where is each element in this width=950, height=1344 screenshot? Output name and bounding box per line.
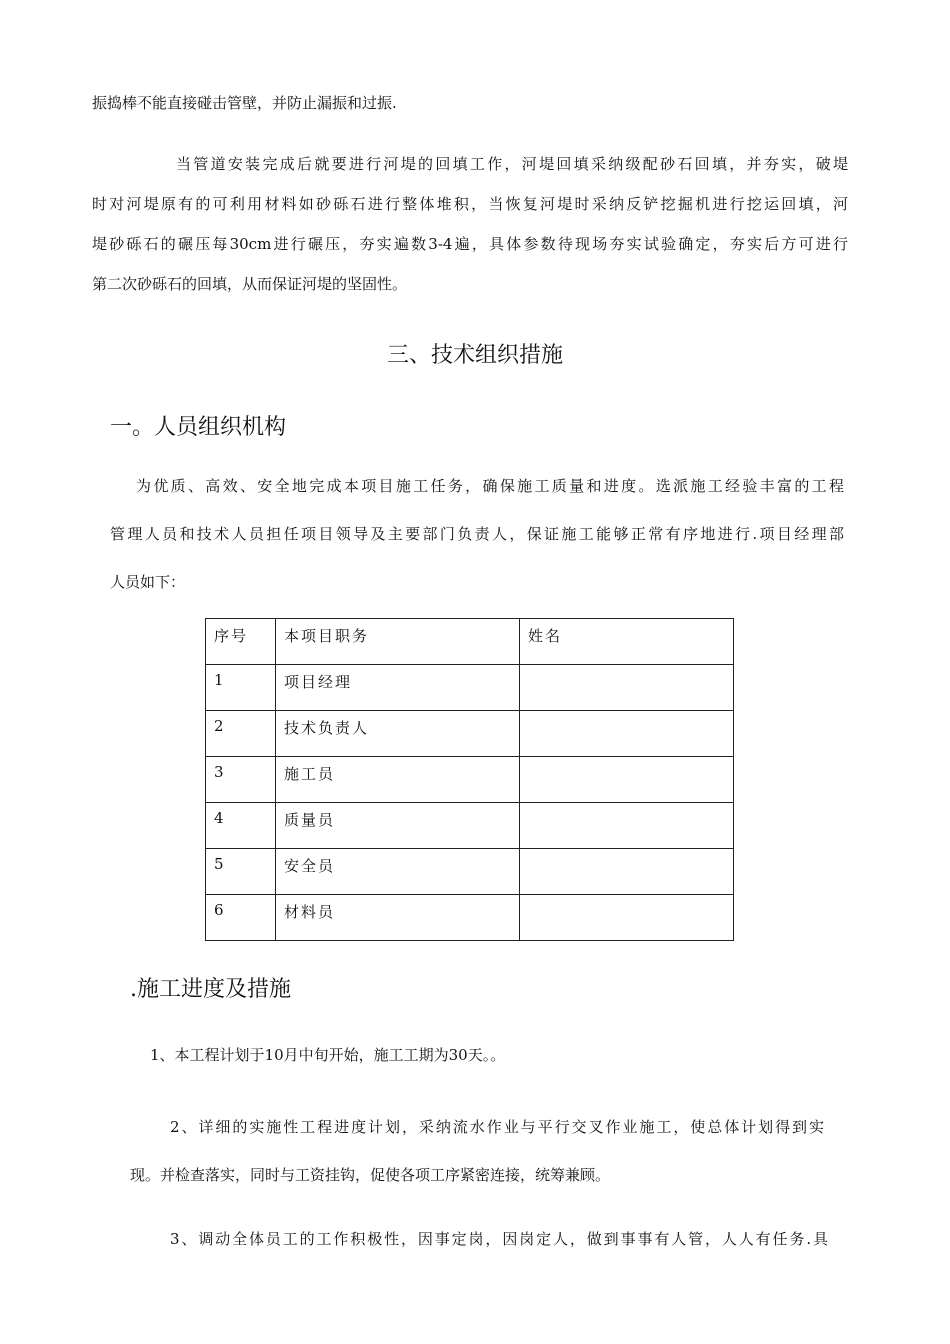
header-cell-name: 姓名 xyxy=(520,619,734,665)
section-title: 三、技术组织措施 xyxy=(386,343,563,368)
subsection-heading: 一。人员组织机构 xyxy=(110,415,287,440)
cell-name xyxy=(520,711,734,757)
paragraph-line: 第二次砂砾石的回填，从而保证河堤的坚固性。 xyxy=(92,275,408,293)
cell-role: 施工员 xyxy=(276,757,520,803)
list-item: 3、调动全体员工的工作积极性，因事定岗，因岗定人，做到事事有人管，人人有任务.具 xyxy=(170,1230,828,1248)
cell-name xyxy=(520,757,734,803)
cell-name xyxy=(520,849,734,895)
table-row xyxy=(206,895,734,941)
cell-name xyxy=(520,895,734,941)
table-row xyxy=(206,665,734,711)
cell-role: 技术负责人 xyxy=(276,711,520,757)
paragraph-line: 振捣棒不能直接碰击管壁，并防止漏振和过振. xyxy=(92,94,397,112)
cell-no: 2 xyxy=(206,711,276,757)
paragraph-line: 现。并检查落实，同时与工资挂钩，促使各项工序紧密连接，统筹兼顾。 xyxy=(130,1166,611,1184)
paragraph-line: 人员如下： xyxy=(110,573,186,591)
cell-no: 6 xyxy=(206,895,276,941)
cell-name xyxy=(520,665,734,711)
table-row xyxy=(206,711,734,757)
paragraph-line: 2、详细的实施性工程进度计划，采纳流水作业与平行交叉作业施工，使总体计划得到实 xyxy=(170,1118,824,1136)
cell-role: 材料员 xyxy=(276,895,520,941)
table-row xyxy=(206,849,734,895)
table-row xyxy=(206,803,734,849)
cell-no: 5 xyxy=(206,849,276,895)
table-row xyxy=(206,757,734,803)
paragraph-line: 当管道安装完成后就要进行河堤的回填工作，河堤回填采纳级配砂石回填，并夯实，破堤 xyxy=(176,155,848,173)
table-header-row xyxy=(206,619,734,665)
header-cell-role: 本项目职务 xyxy=(276,619,520,665)
subsection-heading: .施工进度及措施 xyxy=(130,977,291,1002)
staff-table xyxy=(205,618,734,941)
cell-role: 项目经理 xyxy=(276,665,520,711)
cell-no: 1 xyxy=(206,665,276,711)
paragraph-line: 时对河堤原有的可利用材料如砂砾石进行整体堆积，当恢复河堤时采纳反铲挖掘机进行挖运回填，河 xyxy=(92,195,848,213)
paragraph-line: 管理人员和技术人员担任项目领导及主要部门负责人，保证施工能够正常有序地进行.项目经理部 xyxy=(110,525,844,543)
cell-role: 质量员 xyxy=(276,803,520,849)
paragraph-line: 堤砂砾石的碾压每30cm进行碾压，夯实遍数3-4遍，具体参数待现场夯实试验确定，夯实后方可进行 xyxy=(92,235,848,253)
cell-no: 3 xyxy=(206,757,276,803)
cell-no: 4 xyxy=(206,803,276,849)
header-cell-no: 序号 xyxy=(206,619,276,665)
cell-name xyxy=(520,803,734,849)
list-item: 1、本工程计划于10月中旬开始，施工工期为30天。。 xyxy=(150,1046,506,1064)
cell-role: 安全员 xyxy=(276,849,520,895)
paragraph-line: 为优质、高效、安全地完成本项目施工任务，确保施工质量和进度。选派施工经验丰富的工程 xyxy=(136,477,844,495)
